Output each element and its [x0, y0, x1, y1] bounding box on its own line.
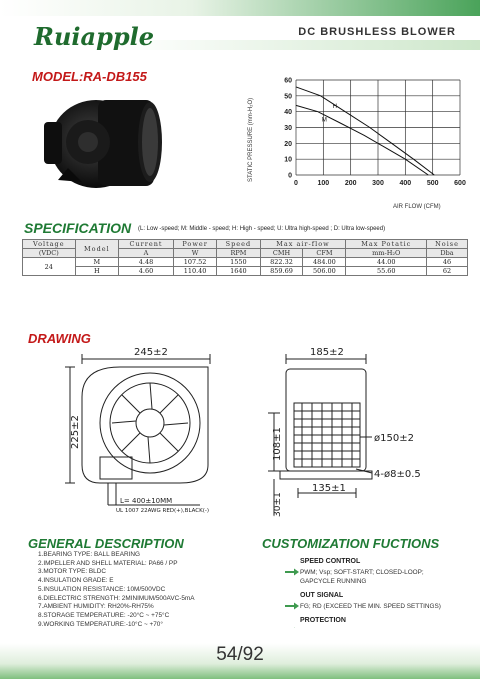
col-model: Model	[75, 240, 119, 258]
table-cell: 55.60	[346, 267, 427, 276]
speed-control-text-2: GAPCYCLE RUNNING	[300, 578, 367, 585]
front-view	[65, 354, 210, 505]
unit-rpm: RPM	[217, 249, 260, 258]
y-tick-label: 30	[284, 125, 292, 132]
x-axis-label: AIR FLOW (CFM)	[393, 204, 441, 210]
product-photo	[38, 90, 166, 202]
voltage-cell: 24	[23, 258, 76, 276]
specification-table	[22, 239, 468, 276]
table-cell: 506.00	[303, 267, 346, 276]
unit-dba: Dba	[427, 249, 468, 258]
top-decor-bar	[0, 0, 480, 16]
speed-control-heading: SPEED CONTROL	[300, 558, 361, 565]
series-line-h	[296, 87, 434, 175]
table-cell: 1550	[217, 258, 260, 267]
base-dim: 135±1	[312, 483, 346, 494]
x-tick-label: 0	[294, 180, 298, 187]
y-tick-label: 20	[284, 140, 292, 148]
list-item: 6.DIELECTRIC STRENGTH: 2MINIMUM/500AVC-5mA	[38, 594, 195, 602]
table-cell: 822.32	[260, 258, 303, 267]
table-cell: M	[75, 258, 119, 267]
table-cell: 484.00	[303, 258, 346, 267]
specification-title: SPECIFICATION	[24, 220, 132, 236]
table-cell: 107.52	[173, 258, 216, 267]
y-tick-label: 10	[284, 156, 292, 164]
col-pressure: Max Potatic	[346, 240, 427, 249]
model-title: MODEL:RA-DB155	[32, 69, 147, 84]
out-signal-text: FG; RD (EXCEED THE MIN. SPEED SETTINGS)	[300, 603, 441, 610]
list-item: 5.INSULATION RESISTANCE: 10M/500VDC	[38, 585, 166, 593]
document-title: DC BRUSHLESS BLOWER	[298, 26, 456, 38]
y-axis-label: STATIC PRESSURE (mm-H₂O)	[248, 97, 254, 182]
list-item: 2.IMPELLER AND SHELL MATERIAL: PA66 / PP	[38, 559, 178, 567]
technical-drawing	[60, 345, 460, 525]
arrow-right-icon	[284, 602, 300, 610]
page-number: 54/92	[216, 644, 264, 665]
col-speed: Speed	[217, 240, 260, 249]
brand-logo: Ruiapple	[34, 22, 155, 51]
x-tick-label: 200	[344, 180, 357, 187]
table-cell: 46	[427, 258, 468, 267]
protection-heading: PROTECTION	[300, 617, 346, 624]
y-tick-label: 60	[284, 77, 292, 85]
table-cell: 110.40	[173, 267, 216, 276]
front-height-dim: 225±2	[70, 415, 81, 449]
y-tick-label: 50	[284, 93, 292, 101]
table-cell: 859.69	[260, 267, 303, 276]
table-cell: 44.00	[346, 258, 427, 267]
col-current: Current	[119, 240, 174, 249]
general-description-list	[38, 551, 194, 638]
x-tick-label: 100	[317, 180, 330, 187]
speed-control-item	[300, 568, 470, 586]
unit-cfm: CFM	[303, 249, 346, 258]
y-tick-label: 40	[284, 109, 292, 117]
table-cell: H	[75, 267, 119, 276]
unit-mmh2o: mm-H₂O	[346, 249, 427, 258]
speed-legend: (L: Low -speed; M: Middle - speed; H: High - speed; U: Ultra high-speed ; D: Ultra low-speed)	[138, 226, 386, 232]
list-item: 8.STORAGE TEMPERATURE: -20°C ~ +75°C	[38, 611, 170, 619]
table-row	[23, 267, 468, 276]
table-cell: 4.60	[119, 267, 174, 276]
x-tick-label: 600	[454, 180, 466, 187]
x-tick-label: 300	[372, 180, 384, 187]
side-height-dim: 108±1	[272, 427, 283, 461]
list-item: 3.MOTOR TYPE: BLDC	[38, 568, 106, 576]
table-row	[23, 258, 468, 267]
wire-spec-label: UL 1007 22AWG RED(+),BLACK(-)	[116, 508, 210, 514]
lead-length-label: L= 400±10MM	[120, 497, 173, 505]
out-signal-heading: OUT SIGNAL	[300, 592, 344, 599]
col-voltage: Voltage	[23, 240, 76, 249]
table-cell: 62	[427, 267, 468, 276]
list-item: 7.AMBIENT HUMIDITY: RH20%-RH75%	[38, 603, 154, 611]
series-label-m: M	[321, 117, 327, 124]
unit-vdc: (VDC)	[23, 249, 76, 258]
table-cell: 4.48	[119, 258, 174, 267]
arrow-right-icon	[284, 568, 300, 576]
col-noise: Noise	[427, 240, 468, 249]
base-height-dim: 30±1	[273, 492, 283, 517]
out-signal-item	[300, 602, 470, 611]
unit-cmh: CMH	[260, 249, 303, 258]
side-width-dim: 185±2	[310, 347, 344, 358]
series-line-m	[296, 105, 428, 175]
list-item: 9.WORKING TEMPERATURE:-10°C ~ +70°	[38, 620, 163, 628]
performance-chart	[238, 70, 468, 210]
drawing-title: DRAWING	[28, 331, 91, 346]
y-tick-label: 0	[288, 172, 292, 180]
speed-control-text: PWM; Vsp; SOFT-START; CLOSED-LOOP;	[300, 569, 424, 576]
col-airflow: Max air-flow	[260, 240, 346, 249]
holes-dim: 4-ø8±0.5	[374, 469, 421, 480]
list-item: 1.BEARING TYPE: BALL BEARING	[38, 551, 140, 558]
table-cell: 1640	[217, 267, 260, 276]
col-power: Power	[173, 240, 216, 249]
outlet-dim: ø150±2	[374, 433, 414, 444]
unit-a: A	[119, 249, 174, 258]
series-label-h: H	[332, 103, 337, 110]
customization-title: CUSTOMIZATION FUCTIONS	[262, 536, 440, 551]
list-item: 4.INSULATION GRADE: E	[38, 577, 114, 585]
unit-w: W	[173, 249, 216, 258]
general-description-title: GENERAL DESCRIPTION	[28, 536, 184, 551]
x-tick-label: 500	[426, 180, 439, 187]
front-width-dim: 245±2	[134, 347, 168, 358]
x-tick-label: 400	[399, 180, 412, 187]
